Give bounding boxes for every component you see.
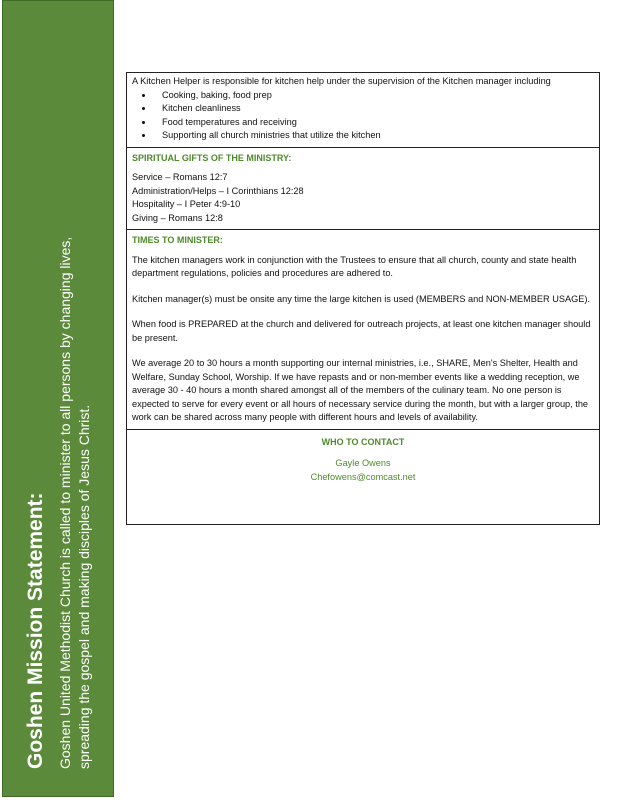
- contact-name: Gayle Owens: [335, 458, 391, 468]
- times-heading: TIMES TO MINISTER:: [132, 235, 223, 245]
- contact-email[interactable]: Chefowens@comcast.net: [310, 471, 416, 482]
- mission-sidebar-content: [3, 21, 115, 781]
- duty-item: • Kitchen cleanliness: [154, 102, 594, 116]
- mission-title: Goshen Mission Statement:: [24, 492, 47, 769]
- duty-item: • Food temperatures and receiving: [154, 116, 594, 130]
- times-section: [127, 230, 599, 430]
- times-paragraph: When food is PREPARED at the church and delivered for outreach projects, at least one kitchen manager should be present.: [132, 319, 591, 343]
- gift-item: Administration/Helps – I Corinthians 12:28: [132, 185, 304, 196]
- times-paragraph: We average 20 to 30 hours a month supporting our internal ministries, i.e., SHARE, Men's Shelter, Health and Welfare, Sunday School, Worship. If we have repasts and or non-member events like a wedding reception, we average 30 - 40 hours a month shared amongst all of the members of the culinary team. No one person is expected to serve for every event or all hours of necessary service during the month, but with a larger group, the work can be shared across many people with different hours and levels of availability.: [132, 358, 589, 422]
- mission-text: Goshen United Methodist Church is called to minister to all persons by changing lives, spreading the gospel and making disciples of Jesus Christ.: [57, 236, 92, 769]
- times-paragraph: The kitchen managers work in conjunction with the Trustees to ensure that all church, county and state health department regulations, policies and procedures are adhered to.: [132, 254, 577, 278]
- gift-item: Hospitality – I Peter 4:9-10: [132, 199, 241, 209]
- gift-item: Giving – Romans 12:8: [132, 212, 223, 223]
- mission-sidebar: [2, 0, 114, 797]
- times-paragraph: Kitchen manager(s) must be onsite any time the large kitchen is used (MEMBERS and NON-MEMBER USAGE).: [132, 293, 591, 304]
- ministry-description-box: [126, 72, 600, 525]
- duty-item: • Supporting all church ministries that utilize the kitchen: [154, 129, 594, 143]
- contact-heading: WHO TO CONTACT: [321, 436, 405, 447]
- spiritual-gifts-heading: SPIRITUAL GIFTS OF THE MINISTRY:: [132, 152, 292, 163]
- gift-item: Service – Romans 12:7: [132, 172, 228, 182]
- duty-item: • Cooking, baking, food prep: [154, 89, 594, 103]
- duties-list: [132, 89, 594, 143]
- intro-text: A Kitchen Helper is responsible for kitchen help under the supervision of the Kitchen manager including: [132, 76, 551, 86]
- spiritual-gifts-section: [127, 148, 599, 231]
- intro-section: [127, 73, 599, 148]
- contact-section: [127, 430, 599, 525]
